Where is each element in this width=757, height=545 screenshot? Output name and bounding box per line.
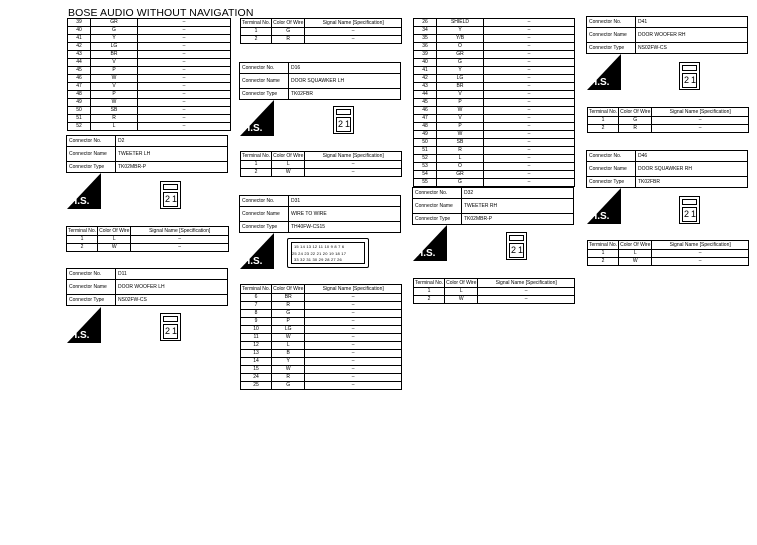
table-row: 51 R – [414, 147, 575, 155]
table-row: 51 R – [68, 115, 231, 123]
table-row: 40 G – [414, 59, 575, 67]
table-row: 40 G – [68, 27, 231, 35]
table-row: 13 B – [241, 350, 402, 358]
table-row: 34 Y – [414, 27, 575, 35]
table-header: Terminal No. Color Of Wire Signal Name [Specification] [588, 241, 749, 250]
table-row: 11 W – [241, 334, 402, 342]
table-row: 2 W – [588, 258, 749, 266]
table-row: 10 LG – [241, 326, 402, 334]
table-row: 9 P – [241, 318, 402, 326]
table-row: 2 W – [414, 296, 575, 304]
page-title: BOSE AUDIO WITHOUT NAVIGATION [68, 7, 254, 19]
table-row: 2 R – [588, 125, 749, 133]
table-row: 50 SB – [68, 107, 231, 115]
table-row: 43 BR – [414, 83, 575, 91]
connector-diagram-d41: 2 1 [679, 62, 700, 90]
table-row: 1 G – [241, 28, 402, 36]
table-row: 1 L – [414, 288, 575, 296]
table-row: 52 L – [414, 155, 575, 163]
hs-icon [413, 225, 447, 261]
table-row: 54 GR – [414, 171, 575, 179]
table-header: Terminal No. Color Of Wire Signal Name [Specification] [67, 227, 229, 236]
table-row: 7 R – [241, 302, 402, 310]
table-row: 48 P – [414, 123, 575, 131]
connector-diagram-d2: 2 1 [160, 181, 181, 209]
terminal-table-d11 [240, 18, 402, 44]
hs-icon [240, 100, 274, 136]
table-row: 1 G – [588, 117, 749, 125]
svg-text:H.S.: H.S. [590, 211, 610, 222]
table-row: 44 V – [68, 59, 231, 67]
table-row: 24 R – [241, 374, 402, 382]
table-row: 46 W – [414, 107, 575, 115]
table-row: 45 P – [414, 99, 575, 107]
table-row: 41 Y – [68, 35, 231, 43]
connector-diagram-d32: 2 1 [506, 232, 527, 260]
connector-no-value: D2 [116, 136, 228, 147]
table-row: 15 W – [241, 366, 402, 374]
table-row: 45 P – [68, 67, 231, 75]
svg-text:H.S.: H.S. [243, 256, 263, 267]
connector-type-value: TK02MBR-P [116, 162, 228, 173]
terminal-table-d2 [66, 226, 229, 252]
terminal-table-d41 [587, 107, 749, 133]
hs-icon [587, 54, 621, 90]
table-row: 47 V – [414, 115, 575, 123]
terminal-table-continued [67, 18, 231, 131]
table-row: 1 L – [588, 250, 749, 258]
table-header: Terminal No. Color Of Wire Signal Name [Specification] [241, 19, 402, 28]
svg-text:H.S.: H.S. [416, 248, 436, 259]
table-row: 49 W – [414, 131, 575, 139]
table-row: 14 Y – [241, 358, 402, 366]
hs-icon [67, 307, 101, 343]
connector-info-d31: Connector No. D31 Connector Name WIRE TO WIRE Connector Type TH40FW-CS15 [239, 195, 401, 233]
table-header: Terminal No. Color Of Wire Signal Name [Specification] [588, 108, 749, 117]
table-row: 41 Y – [414, 67, 575, 75]
table-row: 2 W – [241, 169, 402, 177]
connector-diagram-d31: 15 14 13 12 11 10 9 8 7 6 25 24 23 22 21 20 19 18 17 33 32 31 30 29 28 27 26 [287, 238, 369, 268]
table-row: 25 G – [241, 382, 402, 390]
terminal-table-d16 [240, 151, 402, 177]
connector-info-d2: Connector No. D2 Connector Name TWEETER LH Connector Type TK02MBR-P [66, 135, 228, 173]
table-row: 12 L – [241, 342, 402, 350]
table-row: 2 W – [67, 244, 229, 252]
table-row: 2 R – [241, 36, 402, 44]
table-row: 42 LG – [68, 43, 231, 51]
table-row: 46 W – [68, 75, 231, 83]
table-header: Terminal No. Color Of Wire Signal Name [Specification] [414, 279, 575, 288]
connector-diagram-d11: 2 1 [160, 313, 181, 341]
table-row: 39 GR – [414, 51, 575, 59]
table-row: 1 L – [241, 161, 402, 169]
table-row: 6 BR – [241, 294, 402, 302]
connector-info-d41: Connector No. D41 Connector Name DOOR WOOFER RH Connector Type NS02FW-CS [586, 16, 748, 54]
terminal-table-continued-2 [413, 18, 575, 187]
connector-info-d32: Connector No. D32 Connector Name TWEETER RH Connector Type TK02MBR-P [412, 187, 574, 225]
terminal-table-d46 [587, 240, 749, 266]
svg-text:H.S.: H.S. [70, 196, 90, 207]
table-row: 50 SB – [414, 139, 575, 147]
table-header: Terminal No. Color Of Wire Signal Name [Specification] [241, 152, 402, 161]
table-row: 35 Y/B – [414, 35, 575, 43]
hs-icon [240, 233, 274, 269]
table-row: 1 L – [67, 236, 229, 244]
table-header: Terminal No. Color Of Wire Signal Name [Specification] [241, 285, 402, 294]
table-row: 26 SHIELD – [414, 19, 575, 27]
table-row: 43 BR – [68, 51, 231, 59]
connector-info-d16: Connector No. D16 Connector Name DOOR SQUAWKER LH Connector Type TK02FBR [239, 62, 401, 100]
table-row: 53 O – [414, 163, 575, 171]
table-row: 52 L – [68, 123, 231, 131]
connector-info-d11: Connector No. D11 Connector Name DOOR WOOFER LH Connector Type NS02FW-CS [66, 268, 228, 306]
table-row: 42 LG – [414, 75, 575, 83]
table-row: 36 O – [414, 43, 575, 51]
table-row: 39 GR – [68, 19, 231, 27]
connector-info-d46: Connector No. D46 Connector Name DOOR SQUAWKER RH Connector Type TK02FBR [586, 150, 748, 188]
connector-diagram-d46: 2 1 [679, 196, 700, 224]
connector-diagram-d16: 2 1 [333, 106, 354, 134]
hs-icon [587, 188, 621, 224]
svg-text:H.S.: H.S. [70, 330, 90, 341]
table-row: 49 W – [68, 99, 231, 107]
table-row: 48 P – [68, 91, 231, 99]
table-row: 8 G – [241, 310, 402, 318]
table-row: 47 V – [68, 83, 231, 91]
terminal-table-d31 [240, 284, 402, 390]
table-row: 44 V – [414, 91, 575, 99]
svg-text:H.S.: H.S. [243, 123, 263, 134]
table-row: 55 G – [414, 179, 575, 187]
terminal-table-d32 [413, 278, 575, 304]
hs-icon [67, 173, 101, 209]
svg-text:H.S.: H.S. [590, 77, 610, 88]
connector-name-value: TWEETER LH [116, 147, 228, 162]
